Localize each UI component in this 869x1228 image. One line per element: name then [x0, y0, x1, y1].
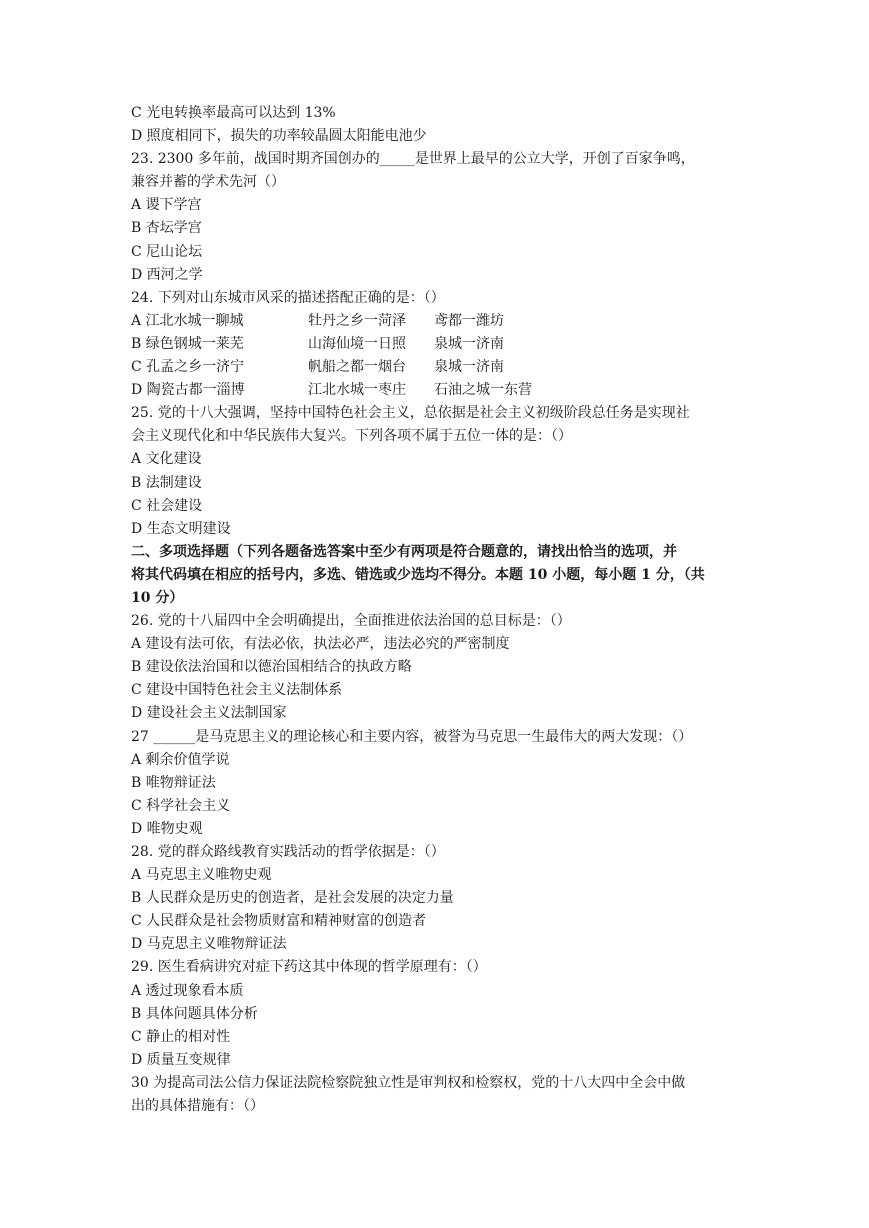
q24-option-b-pair-1: B 绿色钢城一莱芜 — [131, 335, 244, 352]
q26-option-a: A 建设有法可依，有法必依，执法必严，违法必究的严密制度 — [131, 636, 510, 653]
q24-option-a-pair-3: 鸢都一潍坊 — [434, 312, 504, 329]
q24-option-c-pair-3: 泉城一济南 — [434, 359, 504, 376]
q28-option-b: B 人民群众是历史的创造者，是社会发展的决定力量 — [131, 890, 454, 907]
q23-stem: 23. 2300 多年前，战国时期齐国创办的_____是世界上最早的公立大学，开创了百家争鸣， — [131, 151, 695, 168]
q23-option-b: B 杏坛学宫 — [131, 220, 202, 237]
q28-option-d: D 马克思主义唯物辩证法 — [131, 936, 287, 953]
q29-option-b: B 具体问题具体分析 — [131, 1005, 258, 1022]
q30-stem: 30 为提高司法公信力保证法院检察院独立性是审判权和检察权，党的十八大四中全会中做 — [131, 1074, 686, 1091]
q28-option-a: A 马克思主义唯物史观 — [131, 867, 272, 884]
q24-option-a-pair-2: 牡丹之乡一菏泽 — [308, 312, 406, 329]
q27-stem: 27 ______是马克思主义的理论核心和主要内容，被誉为马克思一生最伟大的两大发现：（） — [131, 728, 693, 745]
q22-option-c: C 光电转换率最高可以达到 13% — [131, 105, 336, 121]
q29-stem: 29. 医生看病讲究对症下药这其中体现的哲学原理有：（） — [131, 959, 487, 976]
q24-option-d-pair-3: 石油之城一东营 — [434, 382, 532, 399]
q24-option-b-pair-2: 山海仙境一日照 — [308, 335, 406, 352]
q30-stem-cont: 出的具体措施有：（） — [131, 1098, 264, 1115]
q24-option-c-pair-1: C 孔孟之乡一济宁 — [131, 359, 245, 376]
q24-option-d-pair-1: D 陶瓷古都一淄博 — [131, 382, 245, 399]
q24-option-a-pair-1: A 江北水城一聊城 — [131, 312, 244, 329]
q24-stem: 24. 下列对山东城市风采的描述搭配正确的是：（） — [131, 289, 445, 306]
document-body — [131, 102, 751, 1118]
q25-stem-cont: 会主义现代化和中华民族伟大复兴。下列各项不属于五位一体的是：（） — [131, 428, 572, 445]
q24-option-c — [131, 356, 751, 379]
q25-option-b: B 法制建设 — [131, 474, 202, 491]
section-heading-cont: 将其代码填在相应的括号内，多选、错选或少选均不得分。本题 10 小题，每小题 1 分，（共 — [131, 566, 705, 583]
q26-option-b: B 建设依法治国和以德治国相结合的执政方略 — [131, 659, 412, 676]
q24-option-a — [131, 310, 751, 333]
q24-option-d-pair-2: 江北水城一枣庄 — [308, 382, 406, 399]
q23-option-d: D 西河之学 — [131, 266, 203, 283]
section-heading: 二、多项选择题（下列各题备选答案中至少有两项是符合题意的，请找出恰当的选项，并 — [131, 543, 677, 560]
q25-option-a: A 文化建设 — [131, 451, 202, 468]
q24-option-d — [131, 379, 751, 402]
q28-stem: 28. 党的群众路线教育实践活动的哲学依据是：（） — [131, 844, 445, 860]
q23-stem-cont: 兼容并蓄的学术先河（） — [131, 174, 285, 191]
q27-option-a: A 剩余价值学说 — [131, 751, 230, 768]
q24-option-c-pair-2: 帆船之都一烟台 — [308, 359, 406, 376]
q23-option-a: A 谡下学宫 — [131, 197, 202, 214]
q29-option-a: A 透过现象看本质 — [131, 982, 244, 999]
q27-option-c: C 科学社会主义 — [131, 797, 231, 814]
q22-option-d: D 照度相同下，损失的功率较晶圆太阳能电池少 — [131, 128, 427, 145]
q27-option-b: B 唯物辩证法 — [131, 774, 216, 791]
q29-option-d: D 质量互变规律 — [131, 1051, 231, 1068]
q24-option-b-pair-3: 泉城一济南 — [434, 335, 504, 352]
q27-option-d: D 唯物史观 — [131, 820, 203, 837]
q26-option-c: C 建设中国特色社会主义法制体系 — [131, 682, 343, 699]
q28-option-c: C 人民群众是社会物质财富和精神财富的创造者 — [131, 913, 427, 930]
q24-option-b — [131, 333, 751, 356]
q25-stem: 25. 党的十八大强调，坚持中国特色社会主义，总依据是社会主义初级阶段总任务是实现社 — [131, 405, 690, 422]
q23-option-c: C 尼山论坛 — [131, 243, 203, 260]
q29-option-c: C 静止的相对性 — [131, 1028, 231, 1045]
q26-option-d: D 建设社会主义法制国家 — [131, 705, 287, 722]
section-heading-end: 10 分） — [131, 589, 184, 606]
q25-option-c: C 社会建设 — [131, 497, 203, 514]
q26-stem: 26. 党的十八届四中全会明确提出，全面推进依法治国的总目标是：（） — [131, 613, 571, 630]
q25-option-d: D 生态文明建设 — [131, 520, 231, 537]
